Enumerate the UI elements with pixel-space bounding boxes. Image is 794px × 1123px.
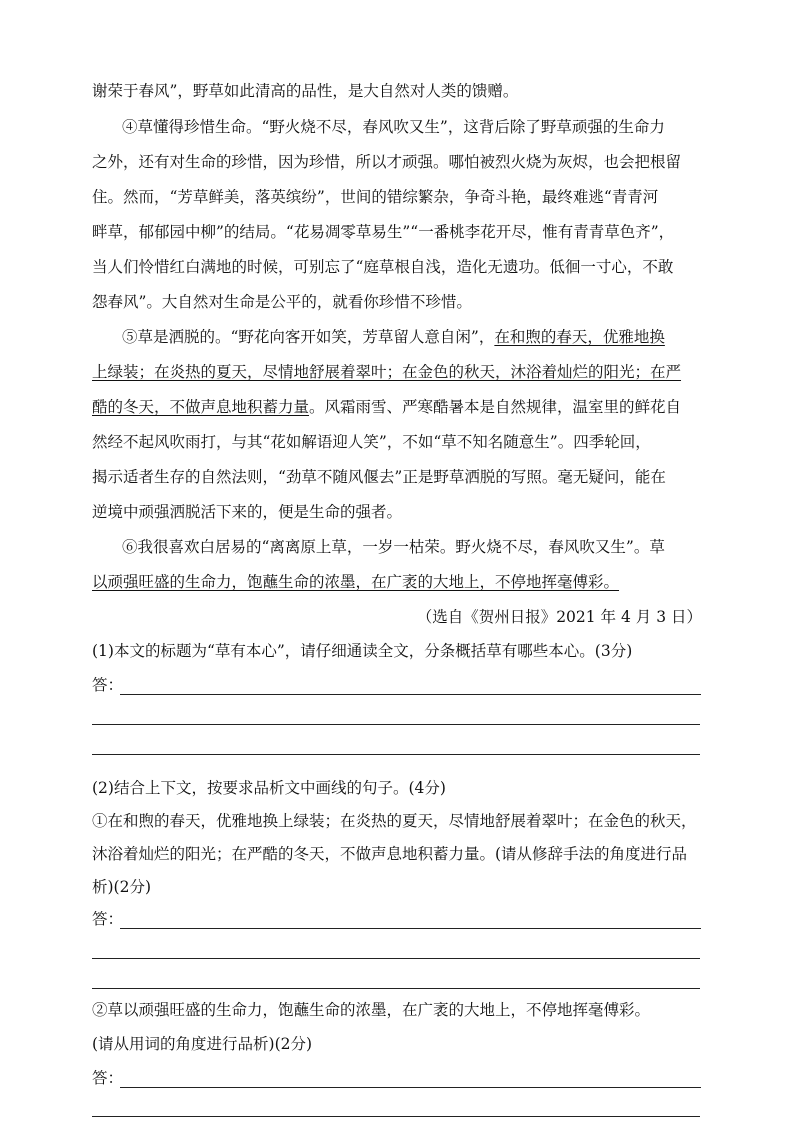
passage-p5-line: 然经不起风吹雨打，与其“花如解语迎人笑”，不如“草不知名随意生”。四季轮回， (92, 433, 651, 451)
answer-line[interactable] (120, 694, 701, 695)
question-2-1-line: 沐浴着灿烂的阳光；在严酷的冬天，不做声息地积蓄力量。(请从修辞手法的角度进行品 (92, 845, 688, 863)
answer-line[interactable] (92, 958, 700, 959)
passage-p5-line3 (92, 397, 704, 417)
passage-p4-line: 畔草，郁郁园中柳”的结局。“花易凋零草易生”“一番桃李花开尽，惟有青青草色齐”， (92, 223, 675, 241)
underlined-sentence: 以顽强旺盛的生命力，饱蘸生命的浓墨，在广袤的大地上，不停地挥毫傅彩。 (92, 573, 620, 591)
answer-line[interactable] (92, 1116, 700, 1117)
question-2-2-line: ②草以顽强旺盛的生命力，饱蘸生命的浓墨，在广袤的大地上，不停地挥毫傅彩。 (92, 1001, 651, 1019)
passage-p6-line2 (92, 572, 704, 592)
passage-p5-line: 逆境中顽强洒脱活下来的，便是生命的强者。 (92, 503, 403, 521)
underlined-sentence: 在和煦的春天，优雅地换 (494, 328, 665, 346)
answer-line[interactable] (92, 754, 700, 755)
passage-p4-line: 怨春风”。大自然对生命是公平的，就看你珍惜不珍惜。 (92, 293, 472, 311)
passage-p5-line2 (92, 362, 704, 382)
answer-label: 答： (92, 676, 124, 694)
question-2-1-line: ①在和煦的春天，优雅地换上绿装；在炎热的夏天，尽情地舒展着翠叶；在金色的秋天， (92, 812, 697, 830)
passage-p4-line: 住。然而，“芳草鲜美，落英缤纷”，世间的错综繁杂，争奇斗艳，最终难逃“青青河 (92, 188, 659, 206)
underlined-sentence: 上绿装；在炎热的夏天，尽情地舒展着翠叶；在金色的秋天，沐浴着灿烂的阳光；在严 (92, 363, 682, 381)
passage-p5-line: 揭示适者生存的自然法则，“劲草不随风偃去”正是野草洒脱的写照。毫无疑问，能在 (92, 468, 666, 486)
question-2: (2)结合上下文，按要求品析文中画线的句子。(4分) (92, 779, 446, 797)
question-2-1-line: 析)(2分) (92, 878, 152, 896)
passage-p4-line: ④草懂得珍惜生命。“野火烧不尽，春风吹又生”，这背后除了野草顽强的生命力 (122, 118, 665, 136)
underlined-sentence: 酷的冬天，不做声息地积蓄力量 (92, 398, 310, 416)
answer-label: 答： (92, 910, 124, 928)
question-1: (1)本文的标题为“草有本心”，请仔细通读全文，分条概括草有哪些本心。(3分) (92, 642, 633, 660)
answer-line[interactable] (120, 1087, 701, 1088)
passage-p6-line1: ⑥我很喜欢白居易的“离离原上草，一岁一枯荣。野火烧不尽，春风吹又生”。草 (122, 538, 665, 556)
passage-p4-line: 当人们怜惜红白满地的时候，可别忘了“庭草根自浅，造化无遗功。低徊一寸心，不敢 (92, 258, 674, 276)
passage-p5-text: 。风霜雨雪、严寒酷暑本是自然规律，温室里的鲜花自 (309, 398, 682, 416)
passage-p5-text: ⑤草是洒脱的。“野花向客开如笑，芳草留人意自闲”， (122, 328, 495, 346)
answer-line[interactable] (92, 988, 700, 989)
answer-line[interactable] (92, 724, 700, 725)
answer-line[interactable] (120, 928, 701, 929)
passage-p4-line: 之外，还有对生命的珍惜，因为珍惜，所以才顽强。哪怕被烈火烧为灰烬，也会把根留 (92, 153, 682, 171)
answer-label: 答： (92, 1069, 124, 1087)
question-2-2-line: (请从用词的角度进行品析)(2分) (92, 1035, 313, 1053)
passage-p3-end: 谢荣于春风”，野草如此清高的品性，是大自然对人类的馈赠。 (92, 82, 519, 100)
passage-p5-line1 (122, 327, 704, 347)
source-citation: （选自《贺州日报》2021 年 4 月 3 日） (416, 608, 702, 626)
